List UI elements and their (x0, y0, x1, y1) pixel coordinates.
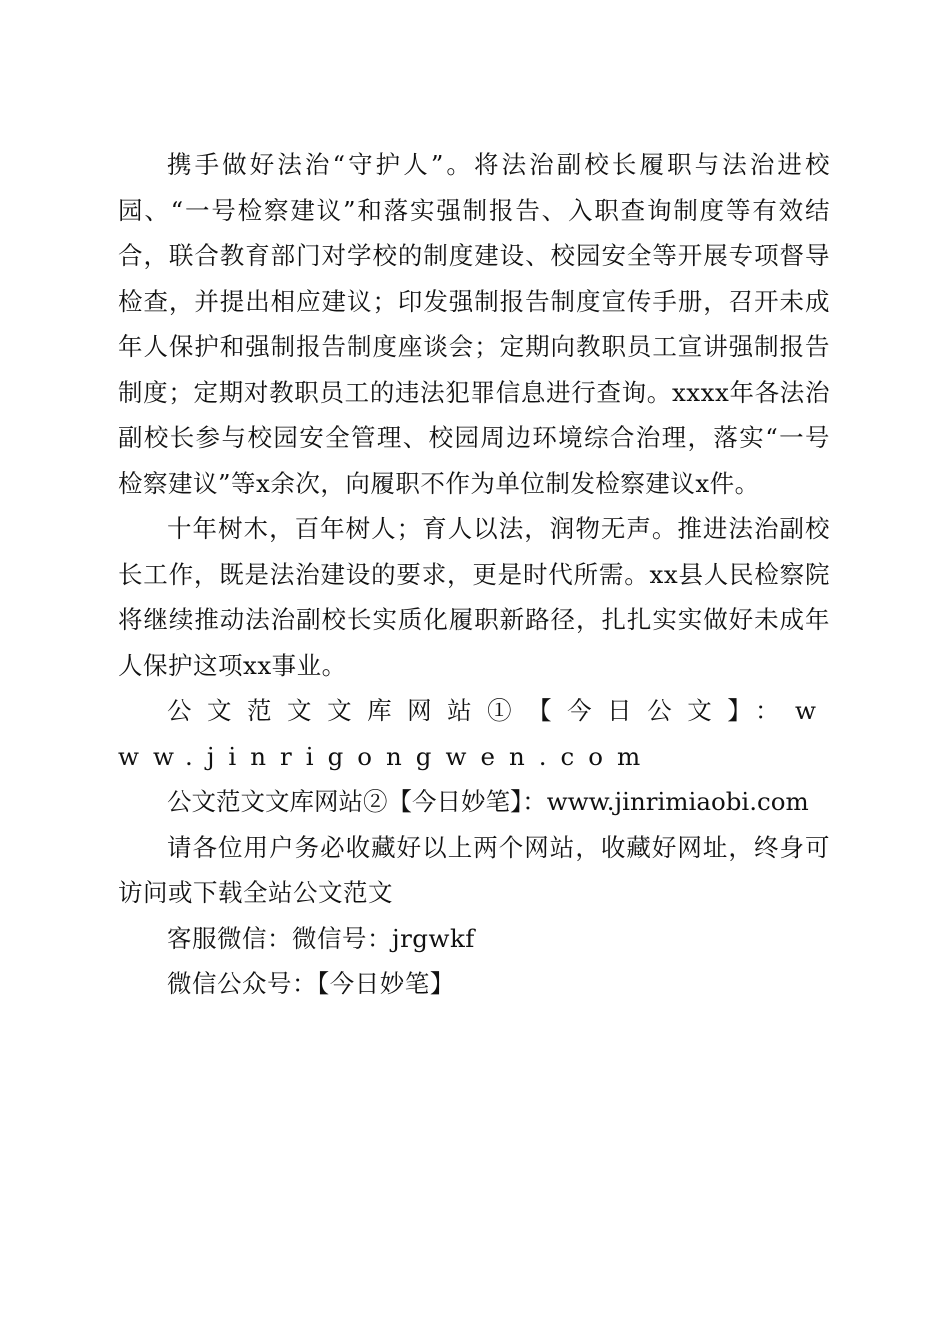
wechat-official-account: 微信公众号：【今日妙笔】 (167, 969, 455, 998)
body-paragraph-1: 携手做好法治“守护人”。将法治副校长履职与法治进校园、“一号检察建议”和落实强制报告、入职查询制度等有效结合，联合教育部门对学校的制度建设、校园安全等开展专项督导检查，并提出相应建议；印发强制报告制度宣传手册，召开未成年人保护和强制报告制度座谈会；定期向教职员工宣讲强制报告制度；定期对教职员工的违法犯罪信息进行查询。xxxx年各法治副校长参与校园安全管理、校园周边环境综合治理，落实“一号检察建议”等x余次，向履职不作为单位制发检察建议x件。 (118, 150, 830, 498)
body-paragraph-2: 十年树木，百年树人；育人以法，润物无声。推进法治副校长工作，既是法治建设的要求，更是时代所需。xx县人民检察院将继续推动法治副校长实质化履职新路径，扎扎实实做好未成年人保护这项xx事业。 (118, 514, 830, 680)
bookmark-notice: 请各位用户务必收藏好以上两个网站，收藏好网址，终身可访问或下载全站公文范文 (118, 832, 830, 907)
website-2-line: 公文范文文库网站②【今日妙笔】：www.jinrimiaobi.com (167, 787, 809, 816)
website-1-line: 公文范文文库网站①【今日公文】：www.jinrigongwen.com (118, 696, 830, 771)
customer-service-wechat: 客服微信：微信号：jrgwkf (167, 923, 475, 953)
document-page (118, 142, 830, 1007)
